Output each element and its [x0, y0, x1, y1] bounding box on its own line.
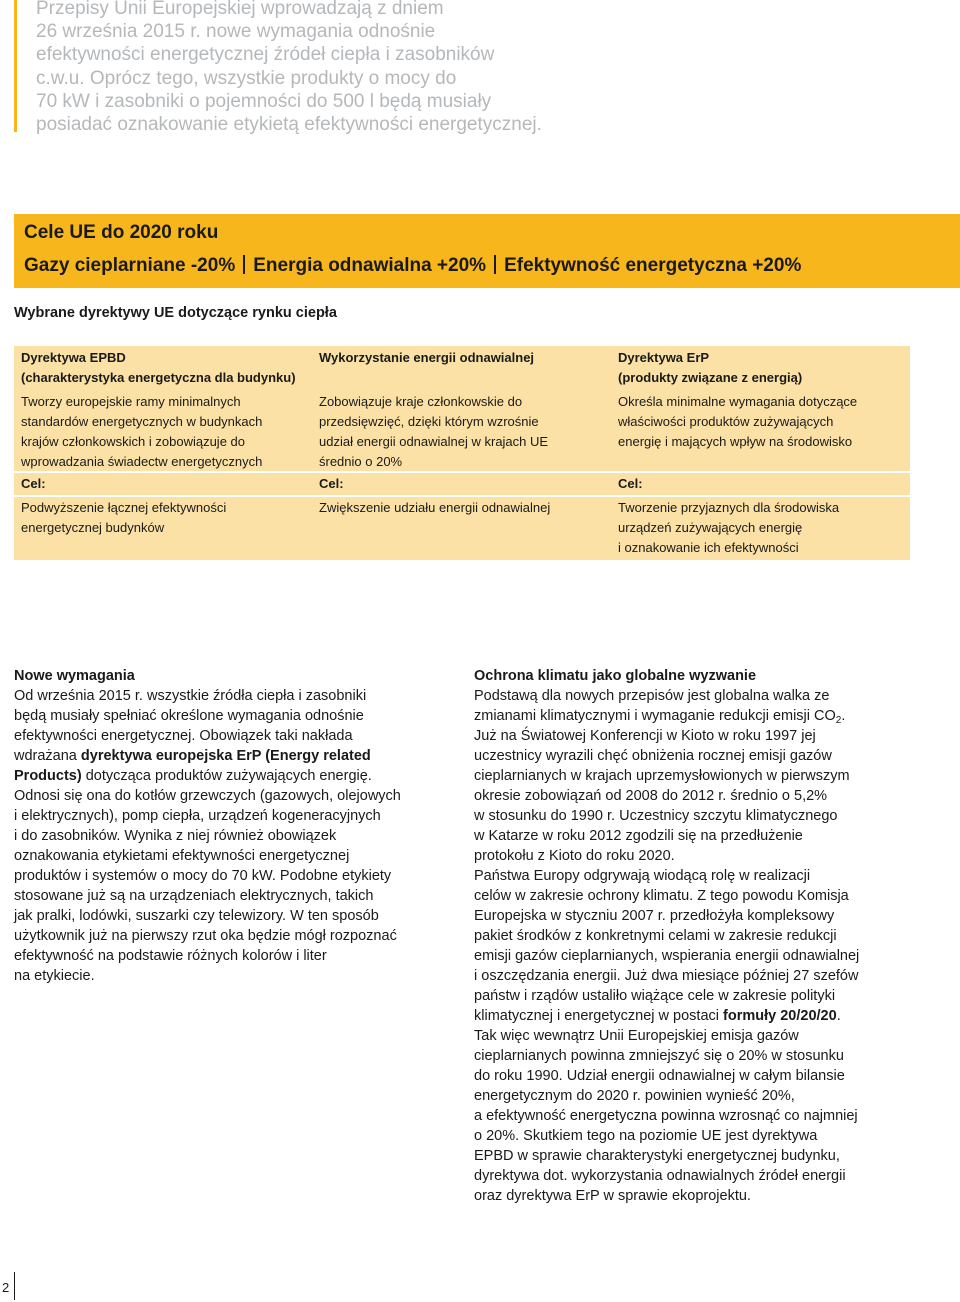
body-line: produktów i systemów o mocy do 70 kW. Podobne etykiety — [14, 868, 392, 884]
quote-accent-bar — [14, 0, 17, 132]
description-line: krajów członkowskich i zobowiązuje do — [21, 434, 245, 449]
description-line: Określa minimalne wymagania dotyczące — [618, 394, 858, 409]
goal-line: Tworzenie przyjaznych dla środowiska — [618, 500, 840, 515]
body-line: protokołu z Kioto do roku 2020. — [474, 848, 675, 864]
body-line: i oszczędzania energii. Już dwa miesiące później 27 szefów — [474, 968, 859, 984]
body-line: na etykiecie. — [14, 968, 95, 984]
bold-run: Products) — [14, 768, 82, 784]
body-line: a efektywność energetyczna powinna wzrosnąć co najmniej — [474, 1108, 858, 1124]
body-line: Państwa Europy odgrywają wiodącą rolę w realizacji — [474, 868, 811, 884]
right-column — [474, 666, 914, 1206]
body-line: oraz dyrektywa ErP w sprawie ekoprojektu. — [474, 1188, 751, 1204]
body-line: do roku 1990. Udział energii odnawialnej w całym bilansie — [474, 1068, 845, 1084]
description-line: właściwości produktów zużywających — [618, 414, 834, 429]
body-line: Od września 2015 r. wszystkie źródła ciepła i zasobniki — [14, 688, 367, 704]
body-line: o 20%. Skutkiem tego na poziomie UE jest dyrektywa — [474, 1128, 818, 1144]
goal-renewable-text — [319, 498, 609, 518]
quote-line: c.w.u. Oprócz tego, wszystkie produkty o mocy do — [36, 67, 457, 89]
description-line: wprowadzania świadectw energetycznych — [21, 454, 263, 469]
description-line: Zobowiązuje kraje członkowskie do — [319, 394, 523, 409]
goal-renewable: Energia odnawialna +20% — [253, 255, 487, 276]
table-goal-label-row — [14, 471, 910, 497]
body-line: efektywności energetycznej. Obowiązek taki nakłada — [14, 728, 353, 744]
goal-separator — [243, 255, 245, 274]
heading-text: Ochrona klimatu jako globalne wyzwanie — [474, 668, 757, 684]
quote-line: posiadać oznakowanie etykietą efektywności energetycznej. — [36, 114, 542, 136]
body-line: celów w zakresie ochrony klimatu. Z tego powodu Komisja — [474, 888, 849, 904]
text-run: klimatycznej i energetycznej w postaci — [474, 1008, 724, 1024]
goal-label: Cel: — [618, 476, 643, 491]
body-line: Europejska w styczniu 2007 r. przedłożyła kompleksowy — [474, 908, 835, 924]
description-line: średnio o 20% — [319, 454, 403, 469]
eu-goals-banner — [14, 214, 960, 288]
body-line: Odnosi się ona do kotłów grzewczych (gazowych, olejowych — [14, 788, 401, 804]
goal-label: Cel: — [21, 476, 46, 491]
body-line: będą musiały spełniać określone wymagania odnośnie — [14, 708, 364, 724]
header-renewable — [319, 348, 609, 368]
body-line: Podstawą dla nowych przepisów jest globalna walka ze — [474, 688, 830, 704]
description-epbd — [21, 392, 311, 472]
page-number: 2 — [2, 1280, 10, 1295]
goal-separator — [494, 255, 496, 274]
body-line: w stosunku do 1990 r. Uczestnicy szczytu klimatycznego — [474, 808, 838, 824]
quote-line: efektywności energetycznej źródeł ciepła i zasobników — [36, 44, 495, 66]
text-run: . — [841, 708, 846, 724]
body-line: stosowane już są na urządzeniach elektrycznych, takich — [14, 888, 374, 904]
body-line: energetycznym do 2020 r. powinien wynieść 20%, — [474, 1088, 795, 1104]
text-run: dotycząca produktów zużywających energię. — [81, 768, 372, 784]
table-goal-row — [14, 497, 910, 560]
text-run: wdrażana — [14, 748, 81, 764]
body-line: jak pralki, lodówki, suszarki czy telewizory. W ten sposób — [14, 908, 379, 924]
goal-epbd — [21, 498, 311, 538]
banner-title: Cele UE do 2020 roku — [24, 222, 219, 243]
body-line — [474, 706, 914, 726]
quote-line: 26 września 2015 r. nowe wymagania odnośnie — [36, 21, 436, 43]
bold-run: formuły 20/20/20 — [723, 1008, 837, 1024]
right-heading — [474, 666, 914, 686]
body-line: Tak więc wewnątrz Unii Europejskiej emisja gazów — [474, 1028, 799, 1044]
left-column — [14, 666, 454, 986]
bold-run: dyrektywa europejska ErP (Energy related — [80, 748, 371, 764]
body-line: okresie zobowiązań od 2008 do 2012 r. średnio o 5,2% — [474, 788, 828, 804]
body-line: i elektrycznych), pomp ciepła, urządzeń kogeneracyjnych — [14, 808, 381, 824]
goal-efficiency: Efektywność energetyczna +20% — [504, 255, 802, 276]
header-erp — [618, 348, 908, 388]
goal-line: i oznakowanie ich efektywności — [618, 540, 799, 555]
body-line: i do zasobników. Wynika z niej również obowiązek — [14, 828, 337, 844]
goal-line: energetycznej budynków — [21, 520, 165, 535]
body-line: emisji gazów cieplarnianych, wspierania energii odnawialnej — [474, 948, 860, 964]
body-line: w Katarze w roku 2012 zgodzili się na przedłużenie — [474, 828, 803, 844]
body-line: pakiet środków z konkretnymi celami w zakresie redukcji — [474, 928, 837, 944]
page-number-rule — [14, 1272, 15, 1300]
body-line — [14, 766, 454, 786]
heading-text: Nowe wymagania — [14, 668, 135, 684]
description-line: przedsięwzięć, dzięki którym wzrośnie — [319, 414, 539, 429]
header-epbd — [21, 348, 311, 388]
description-line: energię i mających wpływ na środowisko — [618, 434, 853, 449]
body-line: EPBD w sprawie charakterystyki energetycznej budynku, — [474, 1148, 840, 1164]
goal-line: Podwyższenie łącznej efektywności — [21, 500, 227, 515]
header-line: Wykorzystanie energii odnawialnej — [319, 350, 535, 365]
table-header-row — [14, 346, 910, 390]
goal-line: Zwiększenie udziału energii odnawialnej — [319, 500, 551, 515]
subscript: 2 — [835, 715, 842, 726]
body-line — [14, 746, 454, 766]
pull-quote — [36, 0, 596, 136]
left-heading — [14, 666, 454, 686]
description-line: Tworzy europejskie ramy minimalnych — [21, 394, 241, 409]
body-line: cieplarnianych powinna zmniejszyć się o 20% w stosunku — [474, 1048, 844, 1064]
body-line — [474, 1006, 914, 1026]
body-line: efektywność na podstawie różnych kolorów i liter — [14, 948, 327, 964]
description-line: udział energii odnawialnej w krajach UE — [319, 434, 549, 449]
header-line: Dyrektywa EPBD — [21, 350, 126, 365]
text-run: zmianami klimatycznymi i wymaganie redukcji emisji CO — [474, 708, 836, 724]
goal-greenhouse: Gazy cieplarniane -20% — [24, 255, 236, 276]
goal-label: Cel: — [319, 476, 344, 491]
header-line: (charakterystyka energetyczna dla budynku) — [21, 370, 296, 385]
quote-line: Przepisy Unii Europejskiej wprowadzają z dniem — [36, 0, 444, 19]
description-line: standardów energetycznych w budynkach — [21, 414, 263, 429]
body-line: użytkownik już na pierwszy rzut oka będzie mógł rozpoznać — [14, 928, 397, 944]
body-line: państw i rządów ustaliło wiążące cele w zakresie polityki — [474, 988, 836, 1004]
directives-table — [14, 346, 910, 560]
body-line: cieplarnianych w krajach uprzemysłowionych w pierwszym — [474, 768, 850, 784]
goal-erp — [618, 498, 908, 558]
text-run: . — [836, 1008, 841, 1024]
body-line: uczestnicy wyrazili chęć obniżenia rocznej emisji gazów — [474, 748, 832, 764]
section-title: Wybrane dyrektywy UE dotyczące rynku ciepła — [14, 305, 337, 321]
header-line: Dyrektywa ErP — [618, 350, 710, 365]
description-renewable — [319, 392, 609, 472]
description-erp — [618, 392, 908, 452]
goal-line: urządzeń zużywających energię — [618, 520, 803, 535]
table-description-row — [14, 390, 910, 469]
banner-goals — [24, 255, 801, 277]
body-line: Już na Światowej Konferencji w Kioto w roku 1997 jej — [474, 728, 816, 744]
quote-line: 70 kW i zasobniki o pojemności do 500 l będą musiały — [36, 90, 492, 112]
body-line: oznakowania etykietami efektywności energetycznej — [14, 848, 350, 864]
body-line: dyrektywa dot. wykorzystania odnawialnych źródeł energii — [474, 1168, 846, 1184]
header-line: (produkty związane z energią) — [618, 370, 803, 385]
